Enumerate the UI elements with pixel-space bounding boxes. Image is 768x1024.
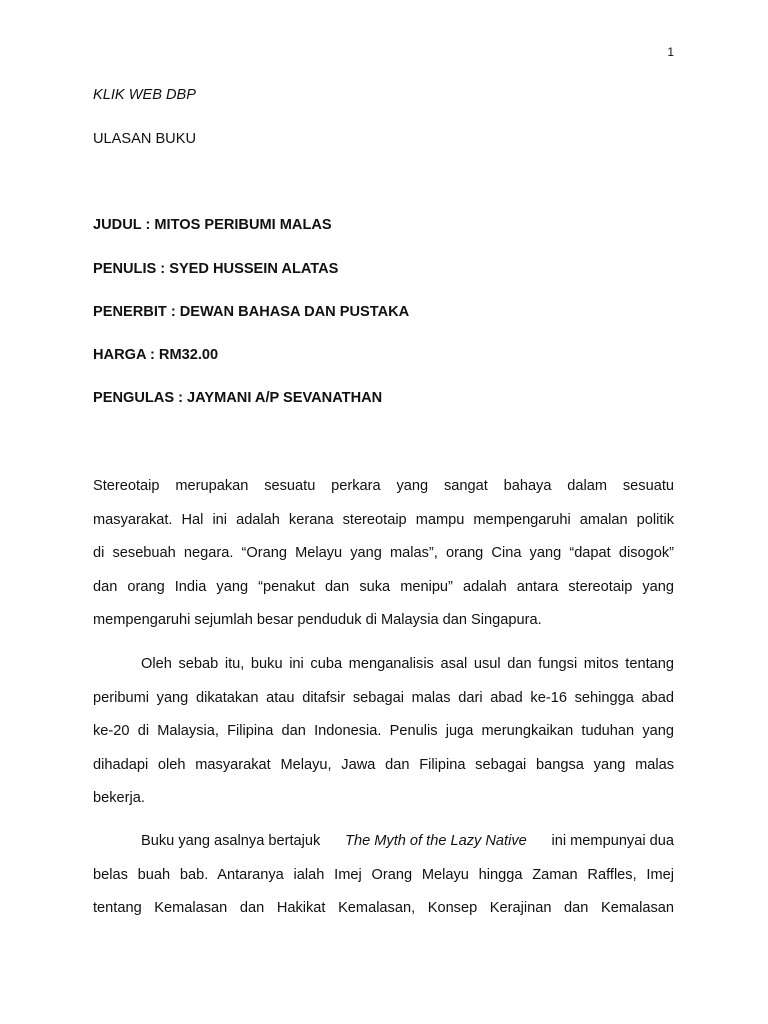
paragraph-line: belas buah bab. Antaranya ialah Imej Orang Melayu hingga Zaman Raffles, Imej <box>93 866 674 883</box>
paragraph-line: Stereotaip merupakan sesuatu perkara yang sangat bahaya dalam sesuatu <box>93 478 674 494</box>
book-title-italic: The Myth of the Lazy Native <box>345 833 527 849</box>
paragraph-line: dan orang India yang “penakut dan suka menipu” adalah antara stereotaip yang <box>93 578 674 595</box>
klik-web-heading: KLIK WEB DBP <box>93 87 196 103</box>
penulis-line: PENULIS : SYED HUSSEIN ALATAS <box>93 261 339 277</box>
paragraph-2 <box>93 654 674 822</box>
paragraph-line: mempengaruhi sejumlah besar penduduk di Malaysia dan Singapura. <box>93 612 542 629</box>
judul-line: JUDUL : MITOS PERIBUMI MALAS <box>93 217 332 233</box>
text-after-title: ini mempunyai dua <box>551 833 674 849</box>
paragraph-line: di sesebuah negara. “Orang Melayu yang malas”, orang Cina yang “dapat disogok” <box>93 545 674 562</box>
penerbit-line: PENERBIT : DEWAN BAHASA DAN PUSTAKA <box>93 304 410 320</box>
ulasan-buku-heading: ULASAN BUKU <box>93 131 196 147</box>
paragraph-line: peribumi yang dikatakan atau ditafsir sebagai malas dari abad ke-16 sehingga abad <box>93 689 674 706</box>
paragraph-line: dihadapi oleh masyarakat Melayu, Jawa dan Filipina sebagai bangsa yang malas <box>93 756 674 773</box>
paragraph-1 <box>93 476 674 644</box>
paragraph-3 <box>93 831 674 932</box>
paragraph-line: tentang Kemalasan dan Hakikat Kemalasan, Konsep Kerajinan dan Kemalasan <box>93 900 674 917</box>
paragraph-line: ke-20 di Malaysia, Filipina dan Indonesia. Penulis juga merungkaikan tuduhan yang <box>93 723 674 740</box>
paragraph-line: Oleh sebab itu, buku ini cuba menganalisis asal usul dan fungsi mitos tentang <box>141 656 674 672</box>
paragraph-line: bekerja. <box>93 790 145 807</box>
paragraph-line: masyarakat. Hal ini adalah kerana stereotaip mampu mempengaruhi amalan politik <box>93 511 674 528</box>
paragraph-line-with-title <box>93 831 674 865</box>
page-number: 1 <box>667 45 674 59</box>
harga-line: HARGA : RM32.00 <box>93 347 219 363</box>
pengulas-line: PENGULAS : JAYMANI A/P SEVANATHAN <box>93 390 383 406</box>
text-before-title: Buku yang asalnya bertajuk <box>141 833 321 849</box>
